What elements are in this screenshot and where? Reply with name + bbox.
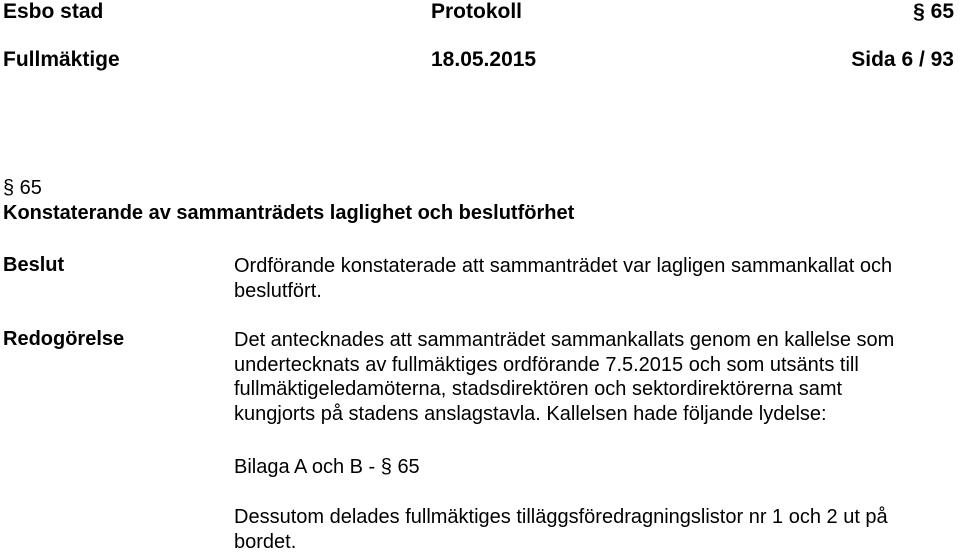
- additional-text: [234, 505, 958, 554]
- section-number: § 65: [3, 176, 42, 200]
- header-paragraph-number: § 65: [913, 0, 954, 24]
- decision-label: Beslut: [3, 253, 64, 277]
- account-line: kungjorts på stadens anslagstavla. Kallelsen hade följande lydelse:: [234, 402, 958, 427]
- attachment-line: Bilaga A och B - § 65: [234, 455, 958, 480]
- meeting-date: 18.05.2015: [431, 48, 536, 72]
- account-line: undertecknats av fullmäktiges ordförande 7.5.2015 och som utsänts till: [234, 353, 958, 378]
- account-line: fullmäktigeledamöterna, stadsdirektören och sektordirektörerna samt: [234, 377, 958, 402]
- section-title: Konstaterande av sammanträdets laglighet och beslutförhet: [3, 201, 574, 225]
- decision-text: [234, 254, 958, 303]
- council-name: Fullmäktige: [3, 48, 120, 72]
- document-type: Protokoll: [431, 0, 522, 24]
- account-line: Det antecknades att sammanträdet sammankallats genom en kallelse som: [234, 328, 958, 353]
- additional-line: bordet.: [234, 530, 958, 554]
- organization-name: Esbo stad: [3, 0, 103, 24]
- page-number: Sida 6 / 93: [851, 48, 954, 72]
- decision-line: beslutfört.: [234, 279, 958, 304]
- decision-line: Ordförande konstaterade att sammanträdet var lagligen sammankallat och: [234, 254, 958, 279]
- account-text: [234, 328, 958, 426]
- additional-line: Dessutom delades fullmäktiges tilläggsföredragningslistor nr 1 och 2 ut på: [234, 505, 958, 530]
- account-label: Redogörelse: [3, 327, 124, 351]
- attachment-reference: [234, 455, 958, 480]
